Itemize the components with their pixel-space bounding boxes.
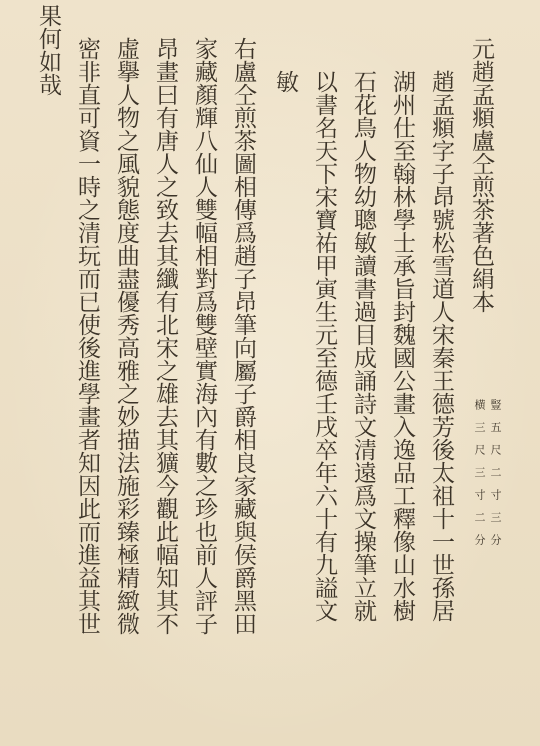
text-column-4: 石花鳥人物幼聰敏讀書過目成誦詩文清遠爲文操筆立就 <box>350 70 376 622</box>
text-column-11: 密非直可資一時之清玩而已使後進學畫者知因此而進益其世 <box>74 37 100 635</box>
text-column-12: 果何如哉 <box>35 4 61 96</box>
text-column-2: 趙孟頫字子昂號松雪道人宋秦王德芳後太祖十一世孫居 <box>428 70 454 622</box>
text-column-6: 敏 <box>272 70 298 93</box>
size-note-horizontal: 横三尺三寸二分 <box>473 399 486 557</box>
text-column-5: 以書名天下宋寶祐甲寅生元至德壬戌卒年六十有九謚文 <box>311 70 337 622</box>
text-column-10: 虛擧人物之風貌態度曲盡優秀高雅之妙描法施彩臻極精緻微 <box>113 37 139 635</box>
text-column-9: 昂畫曰有唐人之致去其纖有北宋之雄去其獷今觀此幅知其不 <box>152 37 178 635</box>
size-note-vertical: 豎五尺二寸三分 <box>489 399 502 557</box>
text-column-3: 湖州仕至翰林學士承旨封魏國公畫入逸品工釋像山水樹 <box>389 70 415 622</box>
text-column-7: 右盧仝煎茶圖相傳爲趙子昂筆向屬子爵相良家藏與侯爵黑田 <box>230 37 256 635</box>
size-note <box>472 399 502 569</box>
text-column-8: 家藏顏輝八仙人雙幅相對爲雙壁實海內有數之珍也前人評子 <box>191 37 217 635</box>
text-column-1: 元趙孟頫盧仝煎茶著色絹本 <box>468 37 494 313</box>
